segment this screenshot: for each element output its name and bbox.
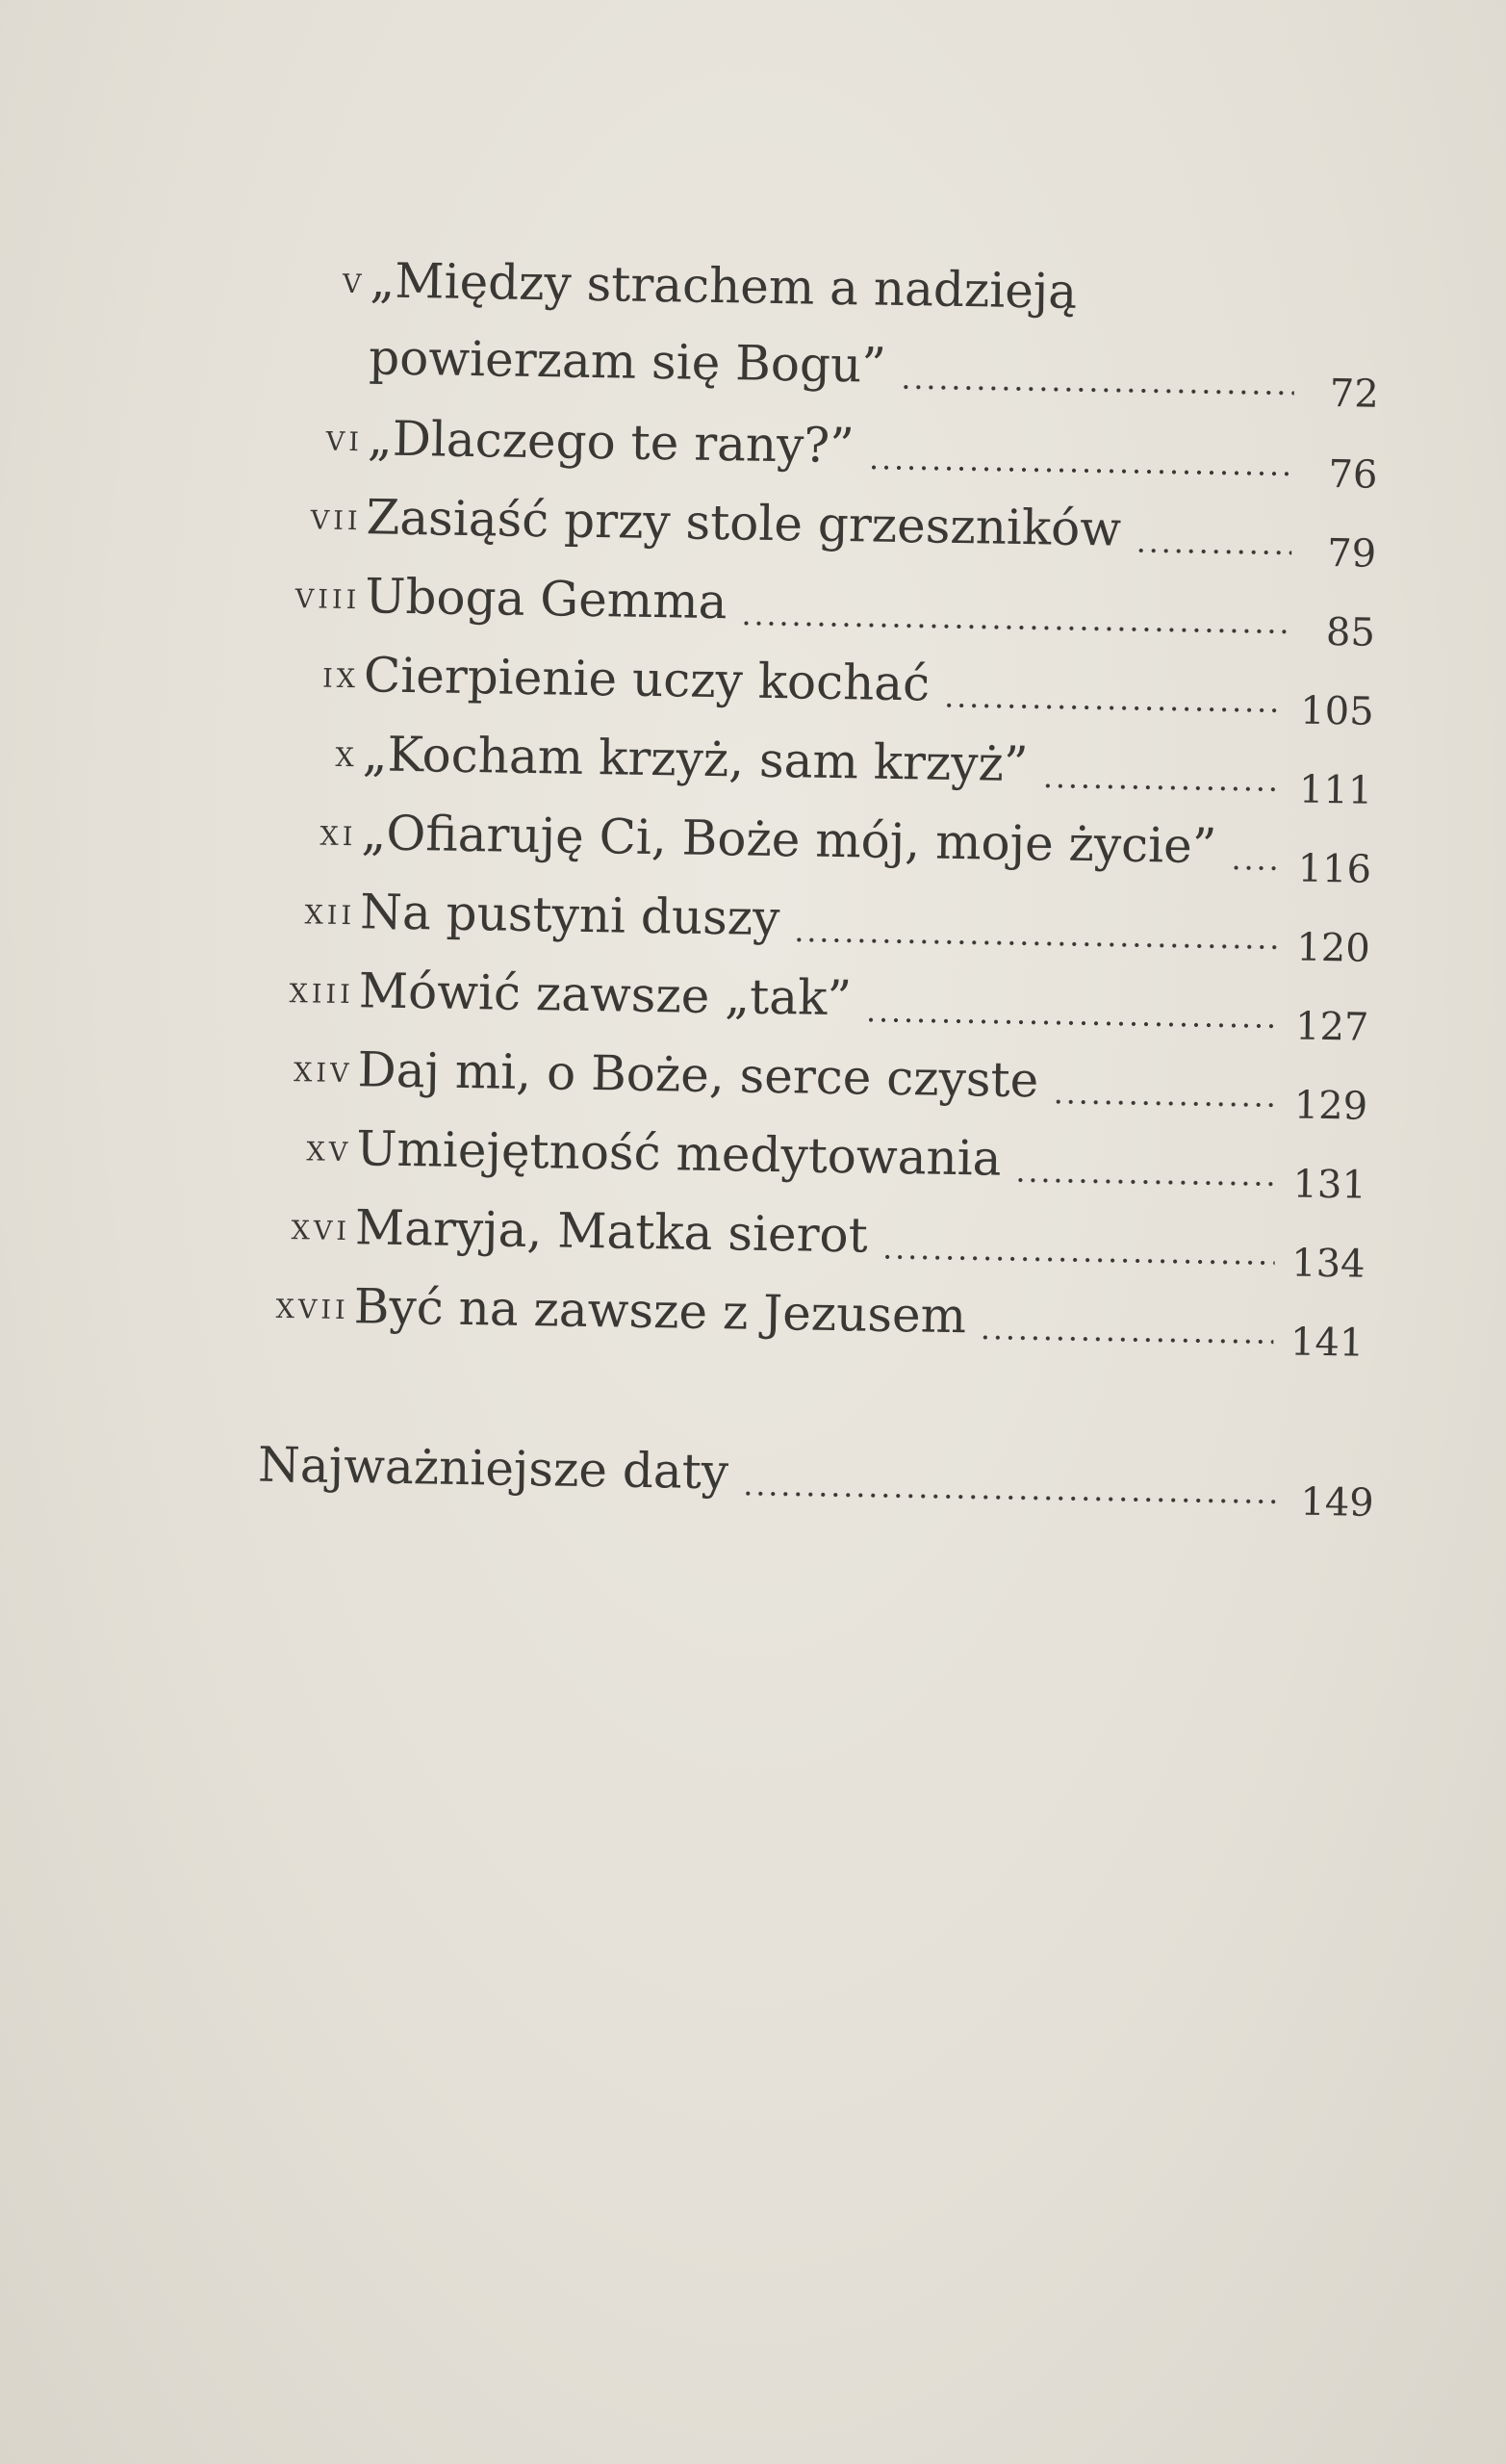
chapter-number: ix: [321, 653, 360, 697]
chapter-number: v: [342, 258, 366, 302]
dot-leader: [740, 619, 1290, 635]
chapter-title-continued: powierzam się Bogu”: [368, 329, 887, 394]
chapter-title: Umiejętność medytowania: [355, 1120, 1002, 1187]
chapter-number: xiii: [289, 968, 355, 1013]
page-number: 129: [1293, 1083, 1368, 1129]
dot-leader: [1041, 782, 1282, 793]
dot-leader: [943, 702, 1284, 715]
page-number: 105: [1299, 688, 1374, 734]
page-number: 127: [1294, 1004, 1369, 1050]
chapter-title: Mówić zawsze „tak”: [358, 962, 853, 1027]
chapter-number: xvii: [275, 1283, 350, 1328]
toc-entry-important-dates: [0, 1429, 1488, 1530]
dot-leader: [1230, 863, 1281, 872]
chapter-number: xii: [304, 889, 356, 934]
page-number: 111: [1298, 767, 1373, 813]
chapter-number: xv: [306, 1126, 352, 1170]
chapter-title: „Dlaczego te rany?”: [367, 410, 855, 475]
chapter-title: Zasiąść przy stole grzeszników: [366, 489, 1122, 557]
dot-leader: [980, 1333, 1273, 1346]
dot-leader: [1014, 1176, 1275, 1188]
page-number: 141: [1289, 1320, 1365, 1366]
page-number: 79: [1326, 530, 1377, 577]
page-number: 72: [1329, 372, 1380, 417]
chapter-number: xvi: [291, 1205, 351, 1249]
page-number: 120: [1296, 925, 1371, 971]
page-number: 85: [1325, 609, 1376, 655]
dot-leader: [793, 936, 1279, 951]
page-number: 76: [1328, 452, 1378, 498]
page-number: 149: [1299, 1479, 1375, 1526]
toc-entry: [0, 244, 1506, 417]
chapter-number: vii: [310, 495, 363, 539]
chapter-title: Cierpienie uczy kochać: [363, 647, 931, 712]
chapter-title: Na pustyni duszy: [359, 884, 780, 947]
chapter-number: xiv: [293, 1047, 353, 1091]
page-number: 116: [1297, 846, 1372, 892]
chapter-number: viii: [294, 574, 361, 618]
dot-leader: [881, 1253, 1274, 1267]
dot-leader: [865, 1016, 1279, 1031]
chapter-title: Uboga Gemma: [364, 568, 727, 630]
chapter-title: Być na zawsze z Jezusem: [353, 1278, 967, 1345]
chapter-number: x: [335, 732, 359, 776]
dot-leader: [1135, 547, 1292, 557]
chapter-title: „Między strachem a nadzieją: [370, 252, 1078, 320]
dot-leader: [899, 383, 1293, 397]
chapter-number: xi: [319, 810, 357, 855]
table-of-contents: [4, 0, 1506, 1526]
chapter-number: vi: [325, 416, 364, 460]
chapter-title: „Ofiaruję Ci, Boże mój, moje życie”: [361, 805, 1217, 875]
section-title: Najważniejsze daty: [257, 1436, 729, 1501]
chapter-title: „Kocham krzyż, sam krzyż”: [362, 726, 1029, 793]
dot-leader: [867, 463, 1292, 477]
page-number: 131: [1292, 1162, 1367, 1208]
dot-leader: [1052, 1098, 1277, 1110]
dot-leader: [742, 1490, 1284, 1506]
page-number: 134: [1290, 1241, 1366, 1287]
chapter-title: Daj mi, o Boże, serce czyste: [357, 1041, 1039, 1109]
chapter-title: Maryja, Matka sierot: [354, 1199, 869, 1264]
